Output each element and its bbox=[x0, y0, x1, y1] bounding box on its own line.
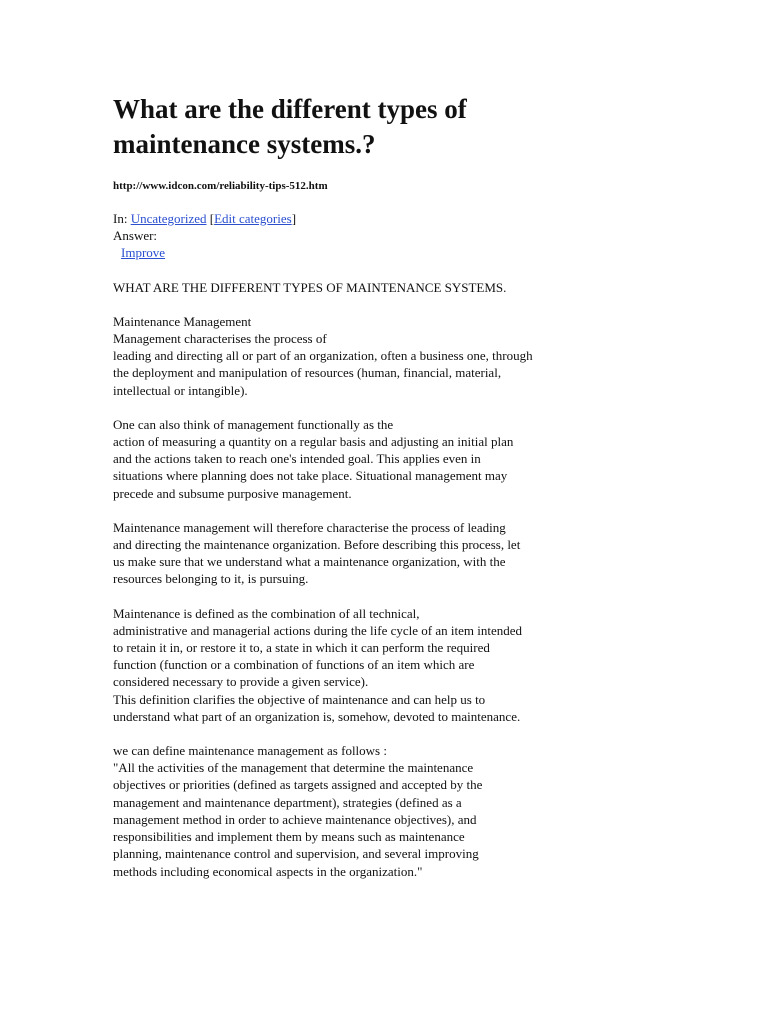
paragraph-3 bbox=[113, 519, 633, 588]
paragraph-4 bbox=[113, 605, 633, 725]
paragraph-line: us make sure that we understand what a maintenance organization, with the bbox=[113, 554, 506, 570]
paragraph-line: Maintenance Management bbox=[113, 313, 252, 329]
paragraph-line: action of measuring a quantity on a regular basis and adjusting an initial plan bbox=[113, 434, 514, 450]
edit-categories-link[interactable]: Edit categories bbox=[214, 211, 292, 226]
paragraph-line: "All the activities of the management that determine the maintenance bbox=[113, 760, 474, 776]
title-line-2: maintenance systems.? bbox=[113, 129, 376, 159]
paragraph-line: One can also think of management functionally as the bbox=[113, 416, 394, 432]
paragraph-line: resources belonging to it, is pursuing. bbox=[113, 571, 309, 587]
bracket-open: [ bbox=[209, 211, 215, 226]
paragraph-line: Management characterises the process of bbox=[113, 331, 327, 347]
paragraph-line: Maintenance is defined as the combination of all technical, bbox=[113, 605, 420, 621]
in-label: In: bbox=[113, 211, 128, 226]
category-line bbox=[113, 210, 633, 227]
paragraph-line: objectives or priorities (defined as targets assigned and accepted by the bbox=[113, 777, 483, 793]
paragraph-1 bbox=[113, 313, 633, 399]
paragraph-line: planning, maintenance control and supervision, and several improving bbox=[113, 846, 479, 862]
paragraph-line: responsibilities and implement them by means such as maintenance bbox=[113, 829, 465, 845]
title-line-1: What are the different types of bbox=[113, 94, 467, 124]
paragraph-line: precede and subsume purposive management. bbox=[113, 485, 352, 501]
paragraph-line: the deployment and manipulation of resources (human, financial, material, bbox=[113, 365, 502, 381]
improve-line bbox=[113, 244, 633, 261]
paragraph-line: to retain it in, or restore it to, a state in which it can perform the required bbox=[113, 640, 490, 656]
paragraph-line: management method in order to achieve maintenance objectives), and bbox=[113, 811, 477, 827]
paragraph-line: This definition clarifies the objective of maintenance and can help us to bbox=[113, 691, 486, 707]
paragraph-line: we can define maintenance management as follows : bbox=[113, 743, 387, 759]
paragraph-line: methods including economical aspects in the organization." bbox=[113, 863, 423, 879]
paragraph-line: considered necessary to provide a given service). bbox=[113, 674, 369, 690]
paragraph-line: management and maintenance department), strategies (defined as a bbox=[113, 794, 462, 810]
bracket-close: ] bbox=[291, 211, 297, 226]
section-heading: WHAT ARE THE DIFFERENT TYPES OF MAINTENANCE SYSTEMS. bbox=[113, 279, 507, 295]
paragraph-line: intellectual or intangible). bbox=[113, 382, 248, 398]
paragraph-line: leading and directing all or part of an organization, often a business one, through bbox=[113, 348, 533, 364]
answer-label: Answer: bbox=[113, 228, 158, 244]
category-meta bbox=[113, 210, 633, 262]
document-page bbox=[113, 92, 633, 880]
paragraph-2 bbox=[113, 416, 633, 502]
paragraph-line: administrative and managerial actions during the life cycle of an item intended bbox=[113, 622, 522, 638]
paragraph-line: function (function or a combination of functions of an item which are bbox=[113, 657, 475, 673]
paragraph-line: and the actions taken to reach one's intended goal. This applies even in bbox=[113, 451, 481, 467]
source-url: http://www.idcon.com/reliability-tips-512.htm bbox=[113, 180, 328, 192]
paragraph-line: situations where planning does not take place. Situational management may bbox=[113, 468, 508, 484]
uncategorized-link[interactable]: Uncategorized bbox=[130, 211, 207, 226]
page-title bbox=[113, 92, 633, 162]
improve-link[interactable]: Improve bbox=[121, 245, 166, 261]
paragraph-line: understand what part of an organization is, somehow, devoted to maintenance. bbox=[113, 708, 521, 724]
paragraph-line: and directing the maintenance organization. Before describing this process, let bbox=[113, 537, 521, 553]
paragraph-line: Maintenance management will therefore characterise the process of leading bbox=[113, 519, 506, 535]
paragraph-5 bbox=[113, 742, 633, 880]
